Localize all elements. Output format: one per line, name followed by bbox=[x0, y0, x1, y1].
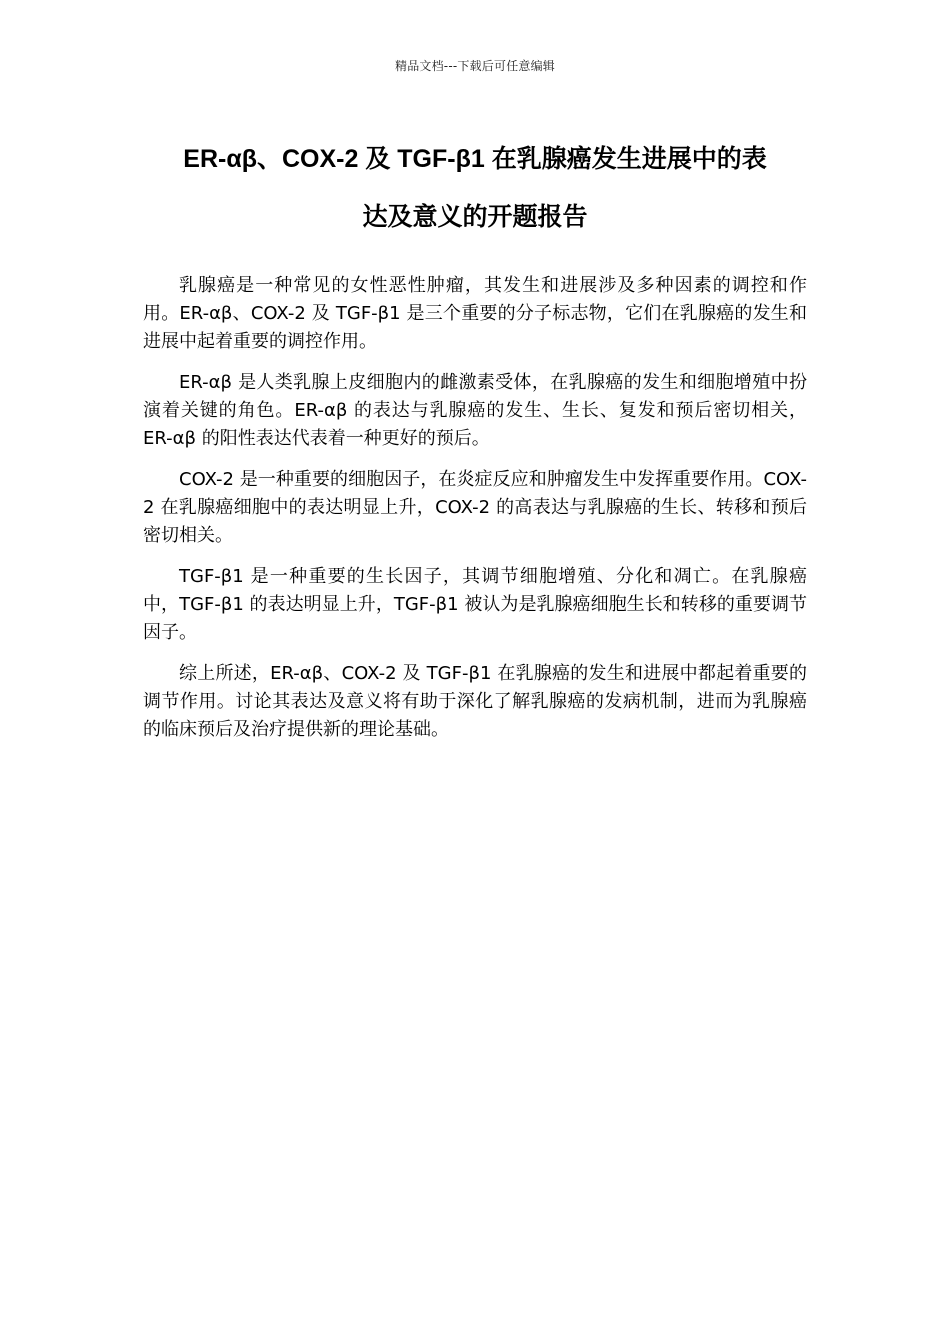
header-note: 精品文档---下载后可任意编辑 bbox=[395, 59, 555, 73]
title-line-2: 达及意义的开题报告 bbox=[362, 203, 588, 231]
title-line-1: ER-αβ、COX-2 及 TGF-β1 在乳腺癌发生进展中的表 bbox=[183, 145, 767, 173]
paragraph-5: 综上所述，ER-αβ、COX-2 及 TGF-β1 在乳腺癌的发生和进展中都起着重要的调节作用。讨论其表达及意义将有助于深化了解乳腺癌的发病机制，进而为乳腺癌的临床预后及治疗提供新的理论基础。 bbox=[143, 663, 807, 740]
document-title bbox=[140, 130, 810, 246]
document-body bbox=[143, 272, 807, 757]
paragraph-3: COX-2 是一种重要的细胞因子，在炎症反应和肿瘤发生中发挥重要作用。COX-2 在乳腺癌细胞中的表达明显上升，COX-2 的高表达与乳腺癌的生长、转移和预后密切相关。 bbox=[143, 469, 807, 546]
paragraph-1: 乳腺癌是一种常见的女性恶性肿瘤，其发生和进展涉及多种因素的调控和作用。ER-αβ、COX-2 及 TGF-β1 是三个重要的分子标志物，它们在乳腺癌的发生和进展中起着重要的调控作用。 bbox=[143, 275, 807, 352]
paragraph-4: TGF-β1 是一种重要的生长因子，其调节细胞增殖、分化和凋亡。在乳腺癌中，TGF-β1 的表达明显上升，TGF-β1 被认为是乳腺癌细胞生长和转移的重要调节因子。 bbox=[143, 566, 807, 643]
paragraph-2: ER-αβ 是人类乳腺上皮细胞内的雌激素受体，在乳腺癌的发生和细胞增殖中扮演着关键的角色。ER-αβ 的表达与乳腺癌的发生、生长、复发和预后密切相关，ER-αβ 的阳性表达代表着一种更好的预后。 bbox=[143, 372, 807, 449]
